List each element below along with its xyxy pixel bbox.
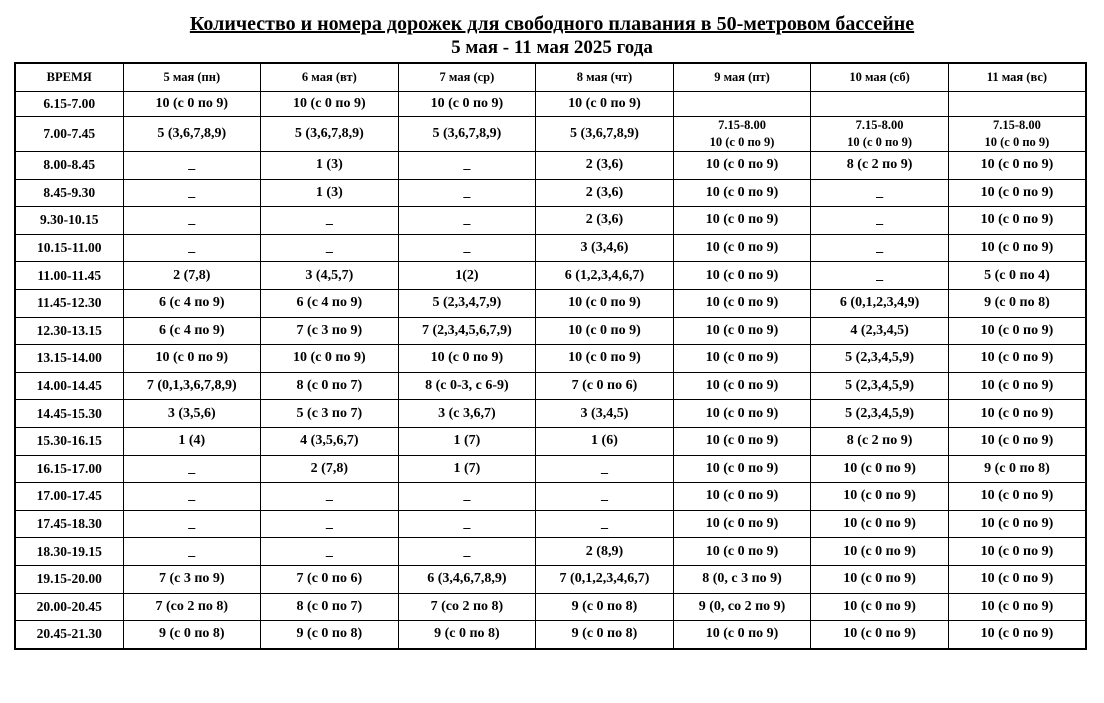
lane-cell: _ bbox=[123, 483, 261, 511]
lane-cell: 10 (с 0 по 9) bbox=[536, 92, 674, 117]
table-row bbox=[15, 455, 1086, 483]
lane-cell: 3 (с 3,6,7) bbox=[398, 400, 536, 428]
time-slot: 9.30-10.15 bbox=[15, 207, 123, 235]
lane-cell: 10 (с 0 по 9) bbox=[948, 483, 1086, 511]
lane-cell: 10 (с 0 по 9) bbox=[261, 92, 399, 117]
lane-cell: 10 (с 0 по 9) bbox=[948, 372, 1086, 400]
lane-cell bbox=[948, 92, 1086, 117]
lane-cell: 6 (с 4 по 9) bbox=[123, 317, 261, 345]
lane-cell: 10 (с 0 по 9) bbox=[811, 538, 949, 566]
table-row bbox=[15, 593, 1086, 621]
column-header-day: 7 мая (ср) bbox=[398, 63, 536, 92]
lane-cell: 10 (с 0 по 9) bbox=[948, 317, 1086, 345]
lane-cell: 7 (0,1,2,3,4,6,7) bbox=[536, 565, 674, 593]
lane-cell: 10 (с 0 по 9) bbox=[948, 510, 1086, 538]
table-row bbox=[15, 565, 1086, 593]
lane-cell: 4 (2,3,4,5) bbox=[811, 317, 949, 345]
lane-cell: 2 (3,6) bbox=[536, 152, 674, 180]
lane-cell: 10 (с 0 по 9) bbox=[811, 483, 949, 511]
lane-cell: 9 (с 0 по 8) bbox=[261, 621, 399, 649]
time-slot: 14.00-14.45 bbox=[15, 372, 123, 400]
lane-cell: 9 (с 0 по 8) bbox=[948, 455, 1086, 483]
column-header-day: 9 мая (пт) bbox=[673, 63, 811, 92]
lane-cell: 3 (3,4,6) bbox=[536, 234, 674, 262]
lane-cell: 5 (с 3 по 7) bbox=[261, 400, 399, 428]
lane-cell: _ bbox=[261, 510, 399, 538]
lane-cell bbox=[811, 117, 949, 152]
time-slot: 16.15-17.00 bbox=[15, 455, 123, 483]
table-row bbox=[15, 621, 1086, 649]
time-slot: 17.45-18.30 bbox=[15, 510, 123, 538]
lane-cell: 10 (с 0 по 9) bbox=[673, 234, 811, 262]
table-row bbox=[15, 372, 1086, 400]
lane-cell: 10 (с 0 по 9) bbox=[811, 593, 949, 621]
lane-cell: 10 (с 0 по 9) bbox=[948, 207, 1086, 235]
lane-cell: 2 (3,6) bbox=[536, 179, 674, 207]
lane-cell: 2 (8,9) bbox=[536, 538, 674, 566]
lane-cell bbox=[673, 92, 811, 117]
lane-cell: _ bbox=[398, 152, 536, 180]
table-row bbox=[15, 538, 1086, 566]
time-slot: 11.45-12.30 bbox=[15, 289, 123, 317]
lane-cell: 10 (с 0 по 9) bbox=[811, 621, 949, 649]
lane-cell: _ bbox=[536, 455, 674, 483]
table-row bbox=[15, 427, 1086, 455]
lane-cell-time-note: 7.15-8.00 bbox=[855, 118, 904, 132]
lane-cell: 5 (с 0 по 4) bbox=[948, 262, 1086, 290]
lane-cell: _ bbox=[123, 538, 261, 566]
lane-cell: 10 (с 0 по 9) bbox=[948, 400, 1086, 428]
lane-cell: _ bbox=[123, 152, 261, 180]
lane-cell: 3 (3,4,5) bbox=[536, 400, 674, 428]
lane-cell: 7 (2,3,4,5,6,7,9) bbox=[398, 317, 536, 345]
lane-cell: 10 (с 0 по 9) bbox=[673, 621, 811, 649]
lane-cell: 10 (с 0 по 9) bbox=[536, 289, 674, 317]
table-row bbox=[15, 262, 1086, 290]
header-row bbox=[15, 63, 1086, 92]
lane-cell: _ bbox=[811, 207, 949, 235]
lane-cell: _ bbox=[811, 179, 949, 207]
lane-cell: _ bbox=[261, 207, 399, 235]
table-row bbox=[15, 400, 1086, 428]
lane-cell: 9 (с 0 по 8) bbox=[123, 621, 261, 649]
table-row bbox=[15, 179, 1086, 207]
lane-cell: _ bbox=[398, 234, 536, 262]
time-slot: 13.15-14.00 bbox=[15, 345, 123, 373]
lane-cell: 8 (с 2 по 9) bbox=[811, 152, 949, 180]
lane-cell: _ bbox=[536, 510, 674, 538]
lane-cell: 1 (6) bbox=[536, 427, 674, 455]
lane-cell: 9 (с 0 по 8) bbox=[536, 593, 674, 621]
lane-cell: 10 (с 0 по 9) bbox=[948, 538, 1086, 566]
lane-cell: 7 (с 3 по 9) bbox=[261, 317, 399, 345]
lane-cell: _ bbox=[261, 538, 399, 566]
lane-cell: 10 (с 0 по 9) bbox=[948, 234, 1086, 262]
lane-cell: 8 (с 0 по 7) bbox=[261, 372, 399, 400]
table-row bbox=[15, 483, 1086, 511]
lane-cell: 4 (3,5,6,7) bbox=[261, 427, 399, 455]
lane-cell: 10 (с 0 по 9) bbox=[948, 152, 1086, 180]
lane-cell-value: 10 (с 0 по 9) bbox=[984, 135, 1050, 149]
page-subtitle: 5 мая - 11 мая 2025 года bbox=[451, 37, 653, 58]
lane-cell: 3 (4,5,7) bbox=[261, 262, 399, 290]
lane-cell: 10 (с 0 по 9) bbox=[673, 510, 811, 538]
lane-cell: 10 (с 0 по 9) bbox=[673, 483, 811, 511]
lane-cell: 8 (с 0-3, с 6-9) bbox=[398, 372, 536, 400]
lane-cell: 1 (3) bbox=[261, 152, 399, 180]
lane-cell: 10 (с 0 по 9) bbox=[536, 345, 674, 373]
lane-cell: 8 (с 2 по 9) bbox=[811, 427, 949, 455]
lane-cell bbox=[673, 117, 811, 152]
lane-cell: 8 (с 0 по 7) bbox=[261, 593, 399, 621]
lane-cell: 10 (с 0 по 9) bbox=[948, 427, 1086, 455]
time-slot: 10.15-11.00 bbox=[15, 234, 123, 262]
lane-cell: _ bbox=[398, 483, 536, 511]
lane-cell: 10 (с 0 по 9) bbox=[261, 345, 399, 373]
lane-cell: 10 (с 0 по 9) bbox=[536, 317, 674, 345]
lane-cell: 10 (с 0 по 9) bbox=[673, 427, 811, 455]
lane-cell: 8 (0, с 3 по 9) bbox=[673, 565, 811, 593]
lane-cell: 10 (с 0 по 9) bbox=[123, 92, 261, 117]
lane-cell bbox=[948, 117, 1086, 152]
lane-cell: 5 (2,3,4,7,9) bbox=[398, 289, 536, 317]
lane-cell: _ bbox=[123, 234, 261, 262]
lane-cell: 1 (7) bbox=[398, 455, 536, 483]
table-row bbox=[15, 152, 1086, 180]
lane-cell: 10 (с 0 по 9) bbox=[948, 345, 1086, 373]
lane-cell: _ bbox=[261, 483, 399, 511]
lane-cell: 6 (1,2,3,4,6,7) bbox=[536, 262, 674, 290]
lane-cell: 5 (3,6,7,8,9) bbox=[123, 117, 261, 152]
lane-cell: 10 (с 0 по 9) bbox=[673, 289, 811, 317]
lane-cell-value: 10 (с 0 по 9) bbox=[847, 135, 912, 149]
lane-cell: _ bbox=[536, 483, 674, 511]
lane-cell bbox=[811, 92, 949, 117]
lane-cell-value: 10 (с 0 по 9) bbox=[709, 135, 775, 149]
column-header-day: 6 мая (вт) bbox=[261, 63, 399, 92]
lane-cell: 2 (7,8) bbox=[261, 455, 399, 483]
lane-cell: 10 (с 0 по 9) bbox=[398, 92, 536, 117]
table-row bbox=[15, 117, 1086, 152]
lane-cell: 10 (с 0 по 9) bbox=[811, 510, 949, 538]
lane-cell: _ bbox=[398, 207, 536, 235]
time-slot: 6.15-7.00 bbox=[15, 92, 123, 117]
lane-cell: _ bbox=[398, 510, 536, 538]
lane-cell: _ bbox=[398, 538, 536, 566]
lane-cell: 10 (с 0 по 9) bbox=[948, 179, 1086, 207]
table-row bbox=[15, 289, 1086, 317]
time-slot: 18.30-19.15 bbox=[15, 538, 123, 566]
lane-cell: _ bbox=[261, 234, 399, 262]
lane-cell: 7 (с 0 по 6) bbox=[261, 565, 399, 593]
lane-cell: 9 (с 0 по 8) bbox=[536, 621, 674, 649]
lane-cell: 9 (0, со 2 по 9) bbox=[673, 593, 811, 621]
time-slot: 20.00-20.45 bbox=[15, 593, 123, 621]
lane-cell: 7 (0,1,3,6,7,8,9) bbox=[123, 372, 261, 400]
table-row bbox=[15, 510, 1086, 538]
lane-cell: 5 (2,3,4,5,9) bbox=[811, 400, 949, 428]
lane-cell: 10 (с 0 по 9) bbox=[673, 538, 811, 566]
schedule-body bbox=[15, 92, 1086, 649]
table-row bbox=[15, 234, 1086, 262]
lane-cell: 6 (3,4,6,7,8,9) bbox=[398, 565, 536, 593]
lane-cell: 1 (7) bbox=[398, 427, 536, 455]
lane-cell: 7 (с 0 по 6) bbox=[536, 372, 674, 400]
lane-cell: 5 (2,3,4,5,9) bbox=[811, 345, 949, 373]
lane-cell: 10 (с 0 по 9) bbox=[673, 207, 811, 235]
lane-cell: _ bbox=[811, 234, 949, 262]
lane-cell: 10 (с 0 по 9) bbox=[811, 565, 949, 593]
table-row bbox=[15, 317, 1086, 345]
lane-cell: 10 (с 0 по 9) bbox=[673, 179, 811, 207]
column-header-day: 5 мая (пн) bbox=[123, 63, 261, 92]
lane-cell: 10 (с 0 по 9) bbox=[673, 262, 811, 290]
time-slot: 15.30-16.15 bbox=[15, 427, 123, 455]
lane-cell: 10 (с 0 по 9) bbox=[123, 345, 261, 373]
lane-cell: 10 (с 0 по 9) bbox=[948, 621, 1086, 649]
lane-cell: _ bbox=[811, 262, 949, 290]
lane-cell: 3 (3,5,6) bbox=[123, 400, 261, 428]
lane-cell: 6 (с 4 по 9) bbox=[261, 289, 399, 317]
lane-cell: _ bbox=[398, 179, 536, 207]
time-slot: 8.45-9.30 bbox=[15, 179, 123, 207]
column-header-day: 11 мая (вс) bbox=[948, 63, 1086, 92]
lane-cell: 2 (3,6) bbox=[536, 207, 674, 235]
lane-cell: 5 (3,6,7,8,9) bbox=[261, 117, 399, 152]
time-slot: 14.45-15.30 bbox=[15, 400, 123, 428]
lane-cell: _ bbox=[123, 455, 261, 483]
lane-cell: 9 (с 0 по 8) bbox=[948, 289, 1086, 317]
time-slot: 20.45-21.30 bbox=[15, 621, 123, 649]
lane-cell: 10 (с 0 по 9) bbox=[811, 455, 949, 483]
time-slot: 17.00-17.45 bbox=[15, 483, 123, 511]
lane-cell: _ bbox=[123, 207, 261, 235]
table-row bbox=[15, 207, 1086, 235]
lane-cell: 1 (4) bbox=[123, 427, 261, 455]
lane-cell: 5 (2,3,4,5,9) bbox=[811, 372, 949, 400]
lane-cell: 7 (с 3 по 9) bbox=[123, 565, 261, 593]
time-slot: 19.15-20.00 bbox=[15, 565, 123, 593]
lane-cell: 2 (7,8) bbox=[123, 262, 261, 290]
column-header-day: 10 мая (сб) bbox=[811, 63, 949, 92]
lane-cell: 10 (с 0 по 9) bbox=[673, 400, 811, 428]
lane-cell-time-note: 7.15-8.00 bbox=[992, 118, 1041, 132]
column-header-day: 8 мая (чт) bbox=[536, 63, 674, 92]
lane-cell: 10 (с 0 по 9) bbox=[948, 565, 1086, 593]
lane-cell: _ bbox=[123, 179, 261, 207]
lane-cell: 10 (с 0 по 9) bbox=[673, 152, 811, 180]
lane-cell: 10 (с 0 по 9) bbox=[948, 593, 1086, 621]
lane-cell: 6 (с 4 по 9) bbox=[123, 289, 261, 317]
schedule-table bbox=[14, 62, 1087, 650]
lane-cell: 10 (с 0 по 9) bbox=[398, 345, 536, 373]
lane-cell: 10 (с 0 по 9) bbox=[673, 317, 811, 345]
lane-cell: 7 (со 2 по 8) bbox=[398, 593, 536, 621]
lane-cell: 10 (с 0 по 9) bbox=[673, 372, 811, 400]
time-slot: 7.00-7.45 bbox=[15, 117, 123, 152]
page-title: Количество и номера дорожек для свободного плавания в 50-метровом бассейне bbox=[189, 13, 915, 35]
lane-cell: _ bbox=[123, 510, 261, 538]
lane-cell: 7 (со 2 по 8) bbox=[123, 593, 261, 621]
lane-cell: 10 (с 0 по 9) bbox=[673, 345, 811, 373]
time-slot: 12.30-13.15 bbox=[15, 317, 123, 345]
column-header-time: ВРЕМЯ bbox=[15, 63, 123, 92]
time-slot: 11.00-11.45 bbox=[15, 262, 123, 290]
table-row bbox=[15, 92, 1086, 117]
lane-cell-time-note: 7.15-8.00 bbox=[718, 118, 766, 132]
lane-cell: 5 (3,6,7,8,9) bbox=[536, 117, 674, 152]
table-row bbox=[15, 345, 1086, 373]
lane-cell: 9 (с 0 по 8) bbox=[398, 621, 536, 649]
time-slot: 8.00-8.45 bbox=[15, 152, 123, 180]
lane-cell: 5 (3,6,7,8,9) bbox=[398, 117, 536, 152]
lane-cell: 10 (с 0 по 9) bbox=[673, 455, 811, 483]
lane-cell: 1(2) bbox=[398, 262, 536, 290]
lane-cell: 6 (0,1,2,3,4,9) bbox=[811, 289, 949, 317]
lane-cell: 1 (3) bbox=[261, 179, 399, 207]
